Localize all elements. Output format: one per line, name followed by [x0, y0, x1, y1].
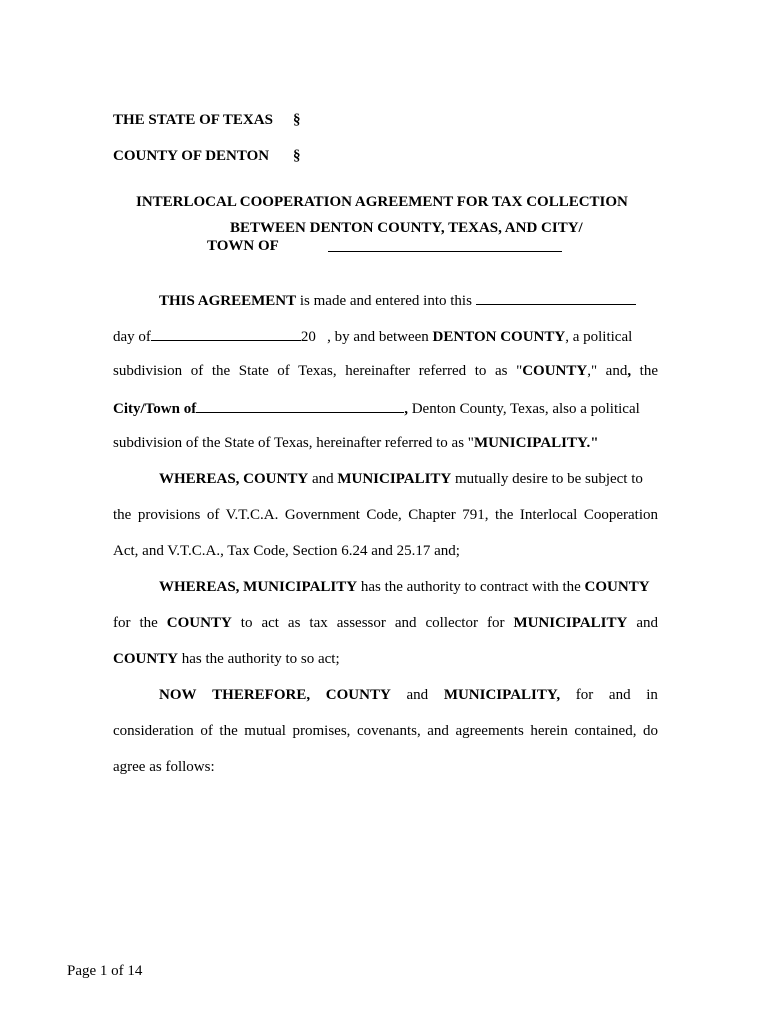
p1-comma-2: , — [404, 401, 408, 417]
p1-line-4 — [113, 398, 640, 418]
n-line-3: agree as follows: — [113, 759, 215, 775]
w2-line2-county: COUNTY — [166, 615, 232, 631]
day-of-text: day of — [113, 329, 151, 345]
year-text: 20 — [300, 329, 316, 345]
county-label — [113, 147, 269, 165]
w2-line-2 — [113, 614, 658, 632]
w2-line3-rest: has the authority to so act; — [178, 651, 340, 667]
county-label-text: COUNTY OF DENTON — [113, 148, 270, 164]
city-town-of-text: City/Town of — [113, 401, 197, 417]
n-municipality: MUNICIPALITY, — [443, 687, 561, 703]
page-number: Page 1 of 14 — [67, 963, 143, 979]
state-label — [113, 111, 273, 129]
w2-whereas: WHEREAS, MUNICIPALITY — [159, 579, 358, 595]
w1-line-3: Act, and V.T.C.A., Tax Code, Section 6.24 and 25.17 and; — [113, 543, 460, 559]
p1-line-5 — [113, 434, 599, 452]
w1-municipality: MUNICIPALITY — [337, 471, 452, 487]
w2-line-1 — [159, 578, 650, 596]
date-blank[interactable] — [476, 290, 636, 305]
section-symbol-1: § — [293, 112, 301, 128]
w1-line-2: the provisions of V.T.C.A. Government Code, Chapter 791, the Interlocal Cooperation — [113, 507, 658, 523]
w2-county: COUNTY — [584, 579, 650, 595]
p1-the: the — [631, 363, 658, 379]
town-name-blank[interactable] — [328, 251, 562, 252]
n-line-2: consideration of the mutual promises, covenants, and agreements herein contained, do — [113, 723, 658, 739]
w2-line2-a: for the — [113, 615, 167, 631]
political-text: , a political — [565, 329, 633, 345]
n-in: in — [646, 687, 658, 703]
p1-comma: , — [627, 363, 632, 379]
n-county: COUNTY — [325, 687, 391, 703]
city-name-blank[interactable] — [196, 398, 404, 413]
this-agreement-text: THIS AGREEMENT — [159, 293, 297, 309]
p1-line3-a: subdivision of the State of Texas, hereinafter referred to as " — [113, 363, 523, 379]
n-for: for — [575, 687, 594, 703]
w1-rest: mutually desire to be subject to — [451, 471, 643, 487]
title-line-3 — [207, 237, 279, 255]
denton-county-text: DENTON COUNTY — [432, 329, 566, 345]
by-between-text: , by and between — [315, 329, 433, 345]
title-line-2: BETWEEN DENTON COUNTY, TEXAS, AND CITY/ — [230, 220, 583, 236]
w1-whereas: WHEREAS, COUNTY — [159, 471, 309, 487]
p1-line4-rest: Denton County, Texas, also a political — [407, 401, 640, 417]
title-town-of: TOWN OF — [207, 238, 279, 254]
n-therefore: THEREFORE, — [212, 687, 311, 703]
n-line-1 — [159, 686, 658, 704]
made-text: is made and entered into this — [296, 293, 476, 309]
w2-line2-municipality: MUNICIPALITY — [513, 615, 628, 631]
w1-line-1 — [159, 470, 643, 488]
section-symbol-2: § — [293, 148, 301, 164]
w2-line2-c: and — [627, 615, 658, 631]
w2-rest: has the authority to contract with the — [357, 579, 585, 595]
p1-line-2 — [113, 326, 632, 346]
n-now: NOW — [159, 687, 197, 703]
n-and: and — [406, 687, 429, 703]
w2-line2-b: to act as tax assessor and collector for — [231, 615, 514, 631]
w2-line3-county: COUNTY — [113, 651, 179, 667]
p1-line-1 — [159, 290, 636, 310]
county-term: COUNTY — [522, 363, 588, 379]
p1-line-3 — [113, 362, 658, 380]
state-label-text: THE STATE OF TEXAS — [113, 112, 273, 128]
w1-and: and — [308, 471, 338, 487]
municipality-term: MUNICIPALITY." — [473, 435, 599, 451]
p1-line3-b: ," and — [587, 363, 628, 379]
title-line-1: INTERLOCAL COOPERATION AGREEMENT FOR TAX COLLECTION — [136, 194, 628, 210]
p1-line5-a: subdivision of the State of Texas, hereinafter referred to as " — [113, 435, 474, 451]
w2-line-3 — [113, 650, 340, 668]
day-blank[interactable] — [151, 326, 301, 341]
n-and-2: and — [608, 687, 631, 703]
